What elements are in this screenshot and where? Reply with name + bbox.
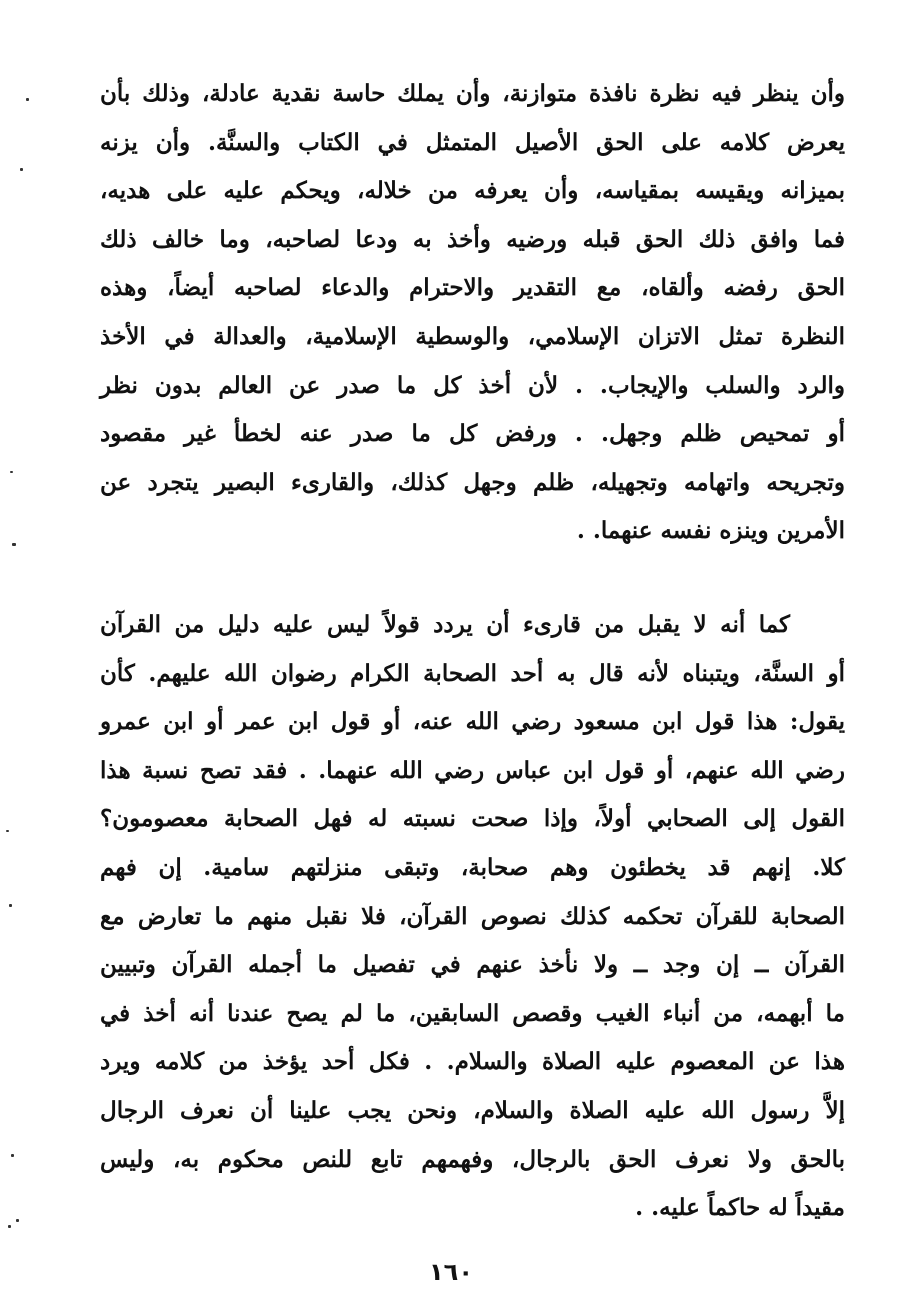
text-line: إلاَّ رسول الله عليه الصلاة والسلام، ونحن يجب علينا أن نعرف الرجال bbox=[100, 1096, 846, 1124]
text-line: الأمرين وينزه نفسه عنهما. . bbox=[576, 517, 845, 545]
scan-speck bbox=[10, 471, 13, 473]
scan-speck bbox=[20, 168, 23, 171]
text-line: أو تمحيص ظلم وجهل. . ورفض كل ما صدر عنه لخطأ غير مقصود bbox=[100, 420, 845, 448]
text-line: رضي الله عنهم، أو قول ابن عباس رضي الله عنهما. . فقد تصح نسبة هذا bbox=[100, 756, 845, 784]
scan-speck bbox=[26, 98, 29, 101]
text-line: وأن ينظر فيه نظرة نافذة متوازنة، وأن يملك حاسة نقدية عادلة، وذلك بأن bbox=[100, 80, 845, 107]
text-line: مقيداً له حاكماً عليه. . bbox=[635, 1194, 845, 1222]
text-line: الصحابة للقرآن تحكمه كذلك نصوص القرآن، فلا نقبل منهم ما تعارض مع bbox=[100, 902, 845, 930]
text-line: والرد والسلب والإيجاب. . لأن أخذ كل ما صدر عن العالم بدون نظر bbox=[100, 371, 845, 399]
scan-speck bbox=[12, 543, 16, 546]
text-line: القول إلى الصحابي أولاً، وإذا صحت نسبته له فهل الصحابة معصومون؟ bbox=[100, 805, 845, 833]
page-number: ١٦٠ bbox=[429, 1258, 473, 1286]
scan-speck bbox=[11, 1154, 14, 1157]
text-line: يقول: هذا قول ابن مسعود رضي الله عنه، أو قول ابن عمر أو ابن عمرو bbox=[100, 708, 845, 736]
text-line: الحق رفضه وألقاه، مع التقدير والاحترام والدعاء لصاحبه أيضاً، وهذه bbox=[100, 274, 845, 302]
paragraph-2 bbox=[100, 601, 845, 1233]
text-line: كما أنه لا يقبل من قارىء أن يردد قولاً ليس عليه دليل من القرآن bbox=[100, 611, 790, 638]
text-line: ما أبهمه، من أنباء الغيب وقصص السابقين، ما لم يصح عندنا أنه أخذ في bbox=[100, 999, 845, 1027]
text-line: أو السنَّة، ويتبناه لأنه قال به أحد الصحابة الكرام رضوان الله عليهم. كأن bbox=[100, 659, 845, 687]
text-line: وتجريحه واتهامه وتجهيله، ظلم وجهل كذلك، والقارىء البصير يتجرد عن bbox=[100, 468, 845, 496]
text-line: يعرض كلامه على الحق الأصيل المتمثل في الكتاب والسنَّة. وأن يزنه bbox=[100, 128, 845, 156]
text-line: فما وافق ذلك الحق قبله ورضيه وأخذ به ودعا لصاحبه، وما خالف ذلك bbox=[100, 225, 845, 253]
scan-speck bbox=[6, 830, 9, 832]
text-line: بميزانه ويقيسه بمقياسه، وأن يعرفه من خلاله، ويحكم عليه على هديه، bbox=[100, 177, 845, 205]
text-line: القرآن ــ إن وجد ــ ولا نأخذ عنهم في تفصيل ما أجمله القرآن وتبيين bbox=[100, 951, 845, 979]
text-line: هذا عن المعصوم عليه الصلاة والسلام. . فكل أحد يؤخذ من كلامه ويرد bbox=[100, 1048, 845, 1076]
text-line: كلا. إنهم قد يخطئون وهم صحابة، وتبقى منزلتهم سامية. إن فهم bbox=[100, 853, 845, 881]
text-line: بالحق ولا نعرف الحق بالرجال، وفهمهم تابع للنص محكوم به، وليس bbox=[100, 1145, 845, 1173]
text-line: النظرة تمثل الاتزان الإسلامي، والوسطية الإسلامية، والعدالة في الأخذ bbox=[100, 322, 845, 350]
paragraph-1 bbox=[100, 70, 845, 556]
scan-speck bbox=[16, 1219, 19, 1222]
scan-speck bbox=[9, 904, 12, 907]
scan-speck bbox=[8, 1225, 11, 1228]
